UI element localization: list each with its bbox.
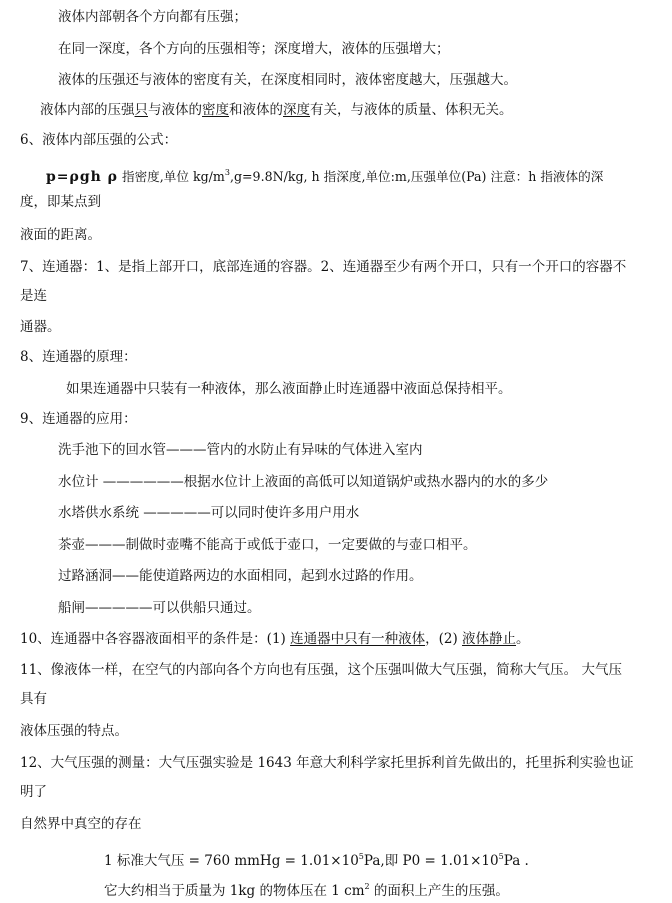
list-item: 水塔供水系统 —————可以同时使许多用户用水 bbox=[58, 505, 360, 521]
underlined-term: 深度 bbox=[283, 102, 310, 118]
text-line: 通器。 bbox=[20, 319, 61, 335]
text-line: 在同一深度，各个方向的压强相等；深度增大，液体的压强增大； bbox=[58, 41, 450, 57]
text-run: 10、连通器中各容器液面相平的条件是：(1) bbox=[20, 631, 291, 647]
section-heading: 11、像液体一样，在空气的内部向各个方向也有压强，这个压强叫做大气压强，简称大气压。 大气压 bbox=[20, 662, 622, 678]
text-line bbox=[104, 878, 509, 900]
list-item: 茶壶———制做时壶嘴不能高于或低于壶口，一定要做的与壶口相平。 bbox=[58, 537, 477, 553]
text-line: 度，即某点到 bbox=[20, 194, 101, 210]
list-item: 过路涵洞——能使道路两边的水面相同，起到水过路的作用。 bbox=[58, 568, 423, 584]
superscript: 3 bbox=[224, 168, 230, 177]
section-heading bbox=[20, 630, 530, 648]
text-run: 液体内部的压强 bbox=[40, 102, 135, 118]
section-heading: 9、连通器的应用： bbox=[20, 411, 137, 427]
underlined-term: 只 bbox=[134, 102, 148, 118]
text-run: 的面积上产生的压强。 bbox=[369, 883, 509, 899]
text-run: ，(2) bbox=[425, 631, 463, 647]
superscript: 5 bbox=[358, 852, 364, 861]
text-line: 是连 bbox=[20, 288, 47, 304]
pressure-formula: p=ρgh ρ bbox=[46, 169, 118, 185]
text-run: 指密度,单位 kg/m bbox=[117, 169, 225, 184]
section-heading: 12、大气压强的测量：大气压强实验是 1643 年意大利科学家托里拆利首先做出的，托里拆利实验也证 bbox=[20, 755, 634, 771]
text-run: Pa,即 P0 = 1.01×10 bbox=[363, 853, 499, 869]
text-run: Pa . bbox=[503, 853, 529, 869]
text-run: 有关，与液体的质量、体积无关。 bbox=[310, 102, 513, 118]
text-line: 如果连通器中只装有一种液体，那么液面静止时连通器中液面总保持相平。 bbox=[66, 381, 512, 397]
formula-line bbox=[46, 164, 603, 186]
superscript: 2 bbox=[364, 882, 370, 891]
underlined-term: 密度 bbox=[202, 102, 229, 118]
text-line bbox=[40, 101, 513, 119]
underlined-term: 液体静止 bbox=[462, 631, 517, 647]
formula-line bbox=[104, 848, 529, 870]
text-run: 1 标准大气压 = 760 mmHg = 1.01×10 bbox=[104, 853, 359, 869]
underlined-term: 连通器中只有一种液体 bbox=[290, 631, 426, 647]
text-line: 明了 bbox=[20, 784, 47, 800]
text-line: 自然界中真空的存在 bbox=[20, 816, 142, 832]
list-item: 洗手池下的回水管———管内的水防止有异味的气体进入室内 bbox=[58, 442, 423, 458]
section-heading: 6、液体内部压强的公式： bbox=[20, 132, 178, 148]
text-line: 具有 bbox=[20, 691, 47, 707]
list-item: 水位计 ——————根据水位计上液面的高低可以知道锅炉或热水器内的水的多少 bbox=[58, 474, 549, 490]
text-run: 与液体的 bbox=[148, 102, 202, 118]
text-line: 液体压强的特点。 bbox=[20, 723, 128, 739]
text-line: 液体内部朝各个方向都有压强； bbox=[58, 9, 247, 25]
section-heading: 8、连通器的原理： bbox=[20, 349, 137, 365]
text-line: 液面的距离。 bbox=[20, 227, 101, 243]
text-run: ,g=9.8N/kg, h 指深度,单位:m,压强单位(Pa) 注意：h 指液体的深 bbox=[229, 169, 604, 184]
list-item: 船闸—————可以供船只通过。 bbox=[58, 600, 261, 616]
text-line: 液体的压强还与液体的密度有关，在深度相同时，液体密度越大，压强越大。 bbox=[58, 72, 517, 88]
text-run: 它大约相当于质量为 1kg 的物体压在 1 cm bbox=[104, 883, 365, 899]
text-run: 和液体的 bbox=[229, 102, 283, 118]
section-heading: 7、连通器：1、是指上部开口，底部连通的容器。2、连通器至少有两个开口，只有一个开口的容器不 bbox=[20, 259, 627, 275]
text-run: 。 bbox=[516, 631, 530, 647]
superscript: 5 bbox=[498, 852, 504, 861]
